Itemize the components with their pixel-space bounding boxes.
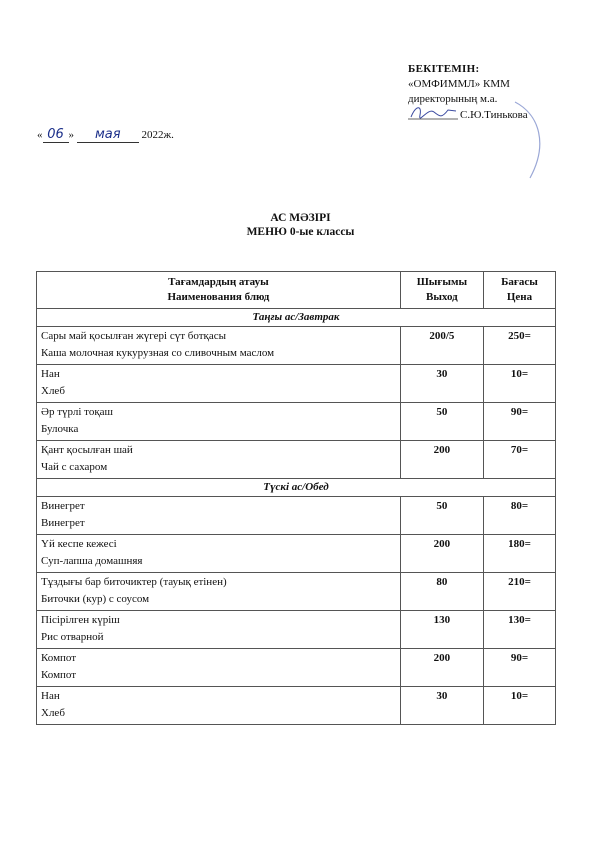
header-name-kz: Тағамдардың атауы (168, 276, 269, 288)
signature-row (408, 107, 528, 123)
date-close-quote: » (68, 129, 74, 141)
table-row (37, 441, 556, 479)
dish-name (37, 365, 401, 403)
dish-name (37, 535, 401, 573)
dish-yield: 30 (400, 687, 483, 725)
dish-name-kz: Үй кеспе кежесі (41, 538, 117, 550)
dish-name (37, 611, 401, 649)
header-name-ru: Наименования блюд (167, 291, 270, 303)
dish-yield: 30 (400, 365, 483, 403)
section-title: Түскі ас/Обед (37, 479, 556, 497)
dish-name-ru: Компот (41, 669, 77, 681)
header-yield-ru: Выход (425, 291, 458, 303)
section-breakfast (37, 309, 556, 327)
dish-name-kz: Нан (41, 368, 60, 380)
table-row (37, 535, 556, 573)
header-price-kz: Бағасы (501, 276, 538, 288)
dish-name (37, 441, 401, 479)
dish-name-kz: Тұздығы бар биточиктер (тауық етінен) (41, 576, 227, 588)
table-row (37, 649, 556, 687)
dish-name-ru: Биточки (кур) с соусом (41, 593, 150, 605)
dish-name (37, 573, 401, 611)
date-open-quote: « (37, 129, 43, 141)
table-row (37, 573, 556, 611)
table-row (37, 611, 556, 649)
dish-name-kz: Пісірілген күріш (41, 614, 120, 626)
dish-yield: 200 (400, 441, 483, 479)
dish-price: 210= (483, 573, 555, 611)
dish-price: 250= (483, 327, 555, 365)
dish-name (37, 497, 401, 535)
dish-yield: 80 (400, 573, 483, 611)
approval-title: БЕКІТЕМІН: (408, 63, 480, 75)
dish-price: 90= (483, 649, 555, 687)
dish-name-kz: Әр түрлі тоқаш (41, 406, 114, 418)
stamp-fragment (510, 100, 550, 180)
dish-yield: 50 (400, 403, 483, 441)
section-title: Таңғы ас/Завтрак (37, 309, 556, 327)
header-yield (400, 272, 483, 309)
dish-name-ru: Хлеб (41, 385, 65, 397)
dish-yield: 200 (400, 649, 483, 687)
dish-name-ru: Булочка (41, 423, 79, 435)
dish-name-ru: Рис отварной (41, 631, 104, 643)
dish-name (37, 327, 401, 365)
dish-price: 80= (483, 497, 555, 535)
dish-name (37, 687, 401, 725)
dish-name-ru: Суп-лапша домашняя (41, 555, 143, 567)
dish-name-ru: Хлеб (41, 707, 65, 719)
header-name (37, 272, 401, 309)
table-row (37, 497, 556, 535)
dish-yield: 200 (400, 535, 483, 573)
dish-name (37, 649, 401, 687)
approval-position: директорының м.а. (408, 93, 498, 105)
dish-name-ru: Каша молочная кукурузная со сливочным маслом (41, 347, 275, 359)
signature-scribble (408, 103, 460, 123)
table-row (37, 687, 556, 725)
dish-yield: 50 (400, 497, 483, 535)
table-row (37, 403, 556, 441)
header-price-ru: Цена (506, 291, 533, 303)
dish-price: 90= (483, 403, 555, 441)
approval-org: «ОМФИММЛ» КММ (408, 78, 510, 90)
table-row (37, 327, 556, 365)
dish-name-ru: Винегрет (41, 517, 85, 529)
dish-price: 180= (483, 535, 555, 573)
dish-price: 10= (483, 687, 555, 725)
dish-name-kz: Қант қосылған шай (41, 444, 133, 456)
dish-name-kz: Винегрет (41, 500, 85, 512)
dish-yield: 130 (400, 611, 483, 649)
date-year: 2022ж. (141, 129, 174, 141)
dish-price: 130= (483, 611, 555, 649)
date-day: 06 (43, 127, 69, 143)
menu-title-kz: АС МӘЗІРІ (270, 212, 331, 224)
signatory-name: С.Ю.Тинькова (460, 109, 528, 121)
header-price (483, 272, 555, 309)
dish-name-kz: Сары май қосылған жүгері сүт ботқасы (41, 330, 227, 342)
table-header-row (37, 272, 556, 309)
dish-price: 70= (483, 441, 555, 479)
dish-name (37, 403, 401, 441)
date-line (37, 127, 174, 143)
dish-price: 10= (483, 365, 555, 403)
header-yield-kz: Шығымы (416, 276, 468, 288)
menu-table (36, 271, 556, 725)
dish-name-kz: Компот (41, 652, 77, 664)
dish-name-ru: Чай с сахаром (41, 461, 108, 473)
table-row (37, 365, 556, 403)
date-month: мая (77, 127, 139, 143)
menu-title-ru: МЕНЮ 0-ые классы (246, 226, 355, 238)
section-lunch (37, 479, 556, 497)
approval-block (408, 62, 528, 123)
dish-yield: 200/5 (400, 327, 483, 365)
dish-name-kz: Нан (41, 690, 60, 702)
